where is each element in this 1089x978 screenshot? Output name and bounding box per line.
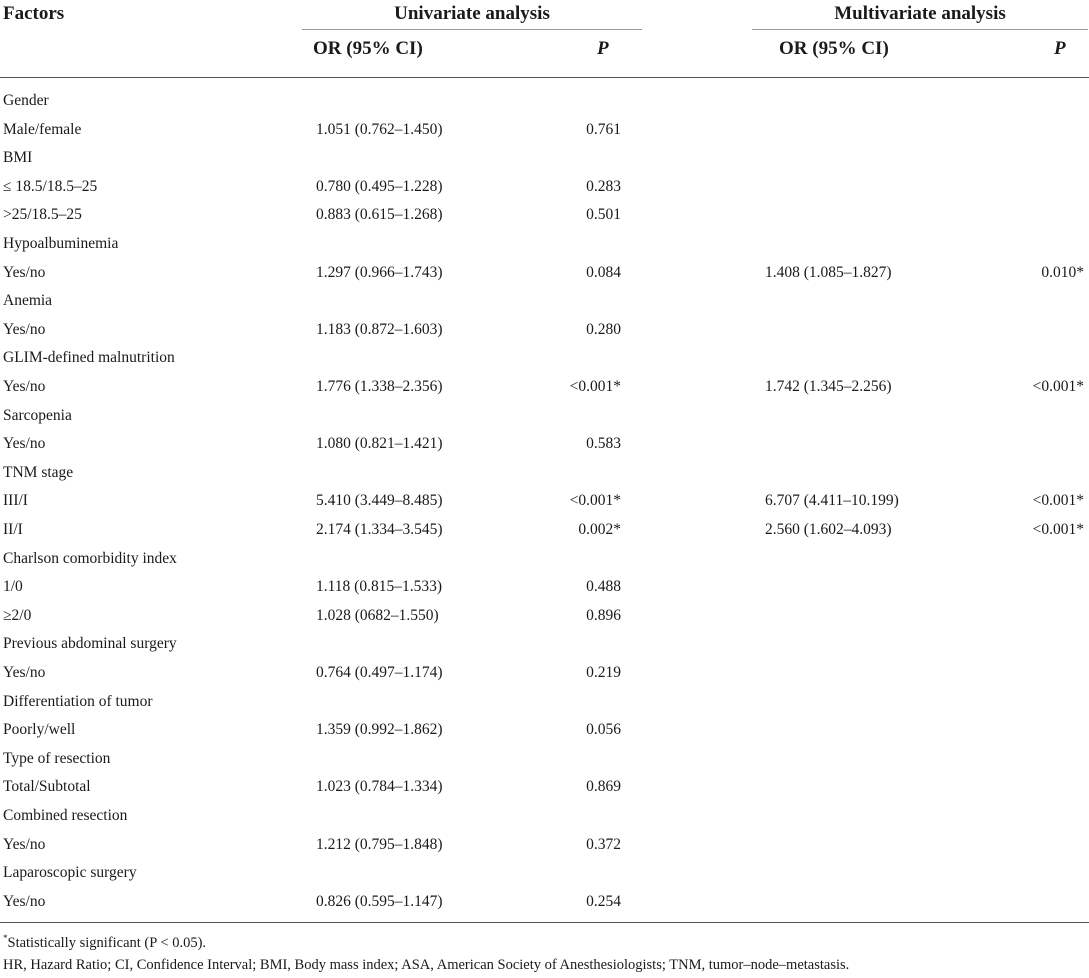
row-label: Type of resection	[3, 749, 111, 767]
row-label: >25/18.5–25	[3, 206, 82, 224]
footnote-significance-text: Statistically significant (P < 0.05).	[7, 935, 207, 951]
univariate-p-cell: 0.280	[586, 320, 621, 338]
table-row	[0, 664, 1089, 692]
univariate-p-cell: 0.056	[586, 721, 621, 739]
univariate-or-cell: 1.776 (1.338–2.356)	[316, 378, 443, 395]
univariate-p-cell: 0.002*	[578, 521, 621, 538]
univariate-or-cell: 1.212 (0.795–1.848)	[316, 835, 443, 853]
multivariate-underline	[752, 29, 1088, 30]
univariate-p-cell: 0.372	[586, 835, 621, 853]
univariate-or-cell: 0.826 (0.595–1.147)	[316, 892, 443, 910]
table-row	[0, 378, 1089, 406]
row-label: 1/0	[3, 578, 23, 596]
univariate-or-cell: 1.359 (0.992–1.862)	[316, 721, 443, 739]
table-row	[0, 178, 1089, 206]
row-label: Total/Subtotal	[3, 778, 91, 796]
multivariate-or-cell: 2.560 (1.602–4.093)	[765, 521, 892, 538]
univariate-underline	[302, 29, 642, 30]
row-label: ≤ 18.5/18.5–25	[3, 177, 98, 195]
univariate-or-cell: 1.118 (0.815–1.533)	[316, 578, 442, 596]
header-factors: Factors	[3, 3, 65, 24]
footnote-abbreviations: HR, Hazard Ratio; CI, Confidence Interval; BMI, Body mass index; ASA, American Society of Anesthesiologists; TNM, tumor–node–metastasis.	[3, 957, 850, 973]
row-label: BMI	[3, 149, 33, 167]
row-label: Yes/no	[3, 435, 46, 453]
table-row	[0, 607, 1089, 635]
multivariate-p-cell: <0.001*	[1032, 378, 1084, 395]
row-label: GLIM-defined malnutrition	[3, 349, 175, 367]
row-label: Male/female	[3, 120, 82, 138]
table-row	[0, 464, 1089, 492]
row-label: Poorly/well	[3, 721, 76, 739]
row-label: Hypoalbuminemia	[3, 235, 119, 252]
row-label: Anemia	[3, 292, 53, 310]
row-label: Combined resection	[3, 807, 128, 824]
footnote-asterisk: *	[3, 933, 8, 943]
univariate-p-cell: 0.283	[586, 177, 621, 195]
table-row	[0, 521, 1089, 549]
row-label: Differentiation of tumor	[3, 692, 153, 710]
table-row	[0, 235, 1089, 263]
table-row	[0, 121, 1089, 149]
table-row	[0, 807, 1089, 835]
header-multivariate-or: OR (95% CI)	[779, 38, 889, 59]
header-univariate-p: P	[597, 38, 609, 59]
table-row	[0, 492, 1089, 520]
row-label: Yes/no	[3, 892, 46, 910]
row-label: Yes/no	[3, 320, 46, 338]
univariate-or-cell: 1.028 (0682–1.550)	[316, 606, 439, 624]
row-label: Sarcopenia	[3, 406, 72, 424]
row-label: ≥2/0	[3, 606, 32, 624]
univariate-p-cell: 0.869	[586, 778, 621, 796]
table-row	[0, 321, 1089, 349]
multivariate-or-cell: 6.707 (4.411–10.199)	[765, 492, 899, 510]
univariate-or-cell: 1.297 (0.966–1.743)	[316, 263, 443, 281]
table-row	[0, 893, 1089, 921]
univariate-or-cell: 1.051 (0.762–1.450)	[316, 120, 443, 138]
univariate-p-cell: 0.084	[586, 263, 621, 281]
table-row	[0, 206, 1089, 234]
multivariate-p-cell: 0.010*	[1041, 263, 1084, 281]
univariate-or-cell: 2.174 (1.334–3.545)	[316, 521, 443, 538]
univariate-or-cell: 0.883 (0.615–1.268)	[316, 206, 443, 224]
table-bottom-rule	[0, 922, 1089, 923]
table-row	[0, 550, 1089, 578]
header-univariate: Univariate analysis	[394, 3, 550, 24]
table-row	[0, 750, 1089, 778]
footnote-significance	[3, 935, 206, 952]
row-label: Charlson comorbidity index	[3, 549, 177, 567]
header-multivariate-p: P	[1054, 38, 1066, 59]
table-row	[0, 349, 1089, 377]
row-label: Yes/no	[3, 378, 46, 395]
multivariate-p-cell: <0.001*	[1032, 492, 1084, 510]
univariate-or-cell: 1.080 (0.821–1.421)	[316, 435, 443, 453]
header-multivariate: Multivariate analysis	[834, 3, 1006, 24]
table-row	[0, 864, 1089, 892]
univariate-or-cell: 0.780 (0.495–1.228)	[316, 177, 443, 195]
header-bottom-rule	[0, 77, 1089, 78]
row-label: Yes/no	[3, 835, 46, 853]
header-univariate-or: OR (95% CI)	[313, 38, 423, 59]
univariate-p-cell: 0.896	[586, 606, 621, 624]
univariate-or-cell: 1.183 (0.872–1.603)	[316, 320, 443, 338]
univariate-p-cell: 0.254	[586, 892, 621, 910]
table-row	[0, 92, 1089, 120]
univariate-p-cell: 0.488	[586, 578, 621, 596]
univariate-p-cell: 0.583	[586, 435, 621, 453]
multivariate-or-cell: 1.742 (1.345–2.256)	[765, 378, 892, 395]
row-label: Gender	[3, 92, 49, 109]
table-row	[0, 578, 1089, 606]
row-label: III/I	[3, 492, 28, 510]
table-row	[0, 635, 1089, 663]
univariate-or-cell: 5.410 (3.449–8.485)	[316, 492, 443, 510]
table-row	[0, 149, 1089, 177]
univariate-p-cell: 0.501	[586, 206, 621, 224]
table-row	[0, 836, 1089, 864]
univariate-p-cell: 0.219	[586, 664, 621, 681]
table-row	[0, 435, 1089, 463]
table-row	[0, 407, 1089, 435]
univariate-or-cell: 0.764 (0.497–1.174)	[316, 664, 443, 681]
univariate-p-cell: <0.001*	[569, 378, 621, 395]
table-row	[0, 292, 1089, 320]
univariate-or-cell: 1.023 (0.784–1.334)	[316, 778, 443, 796]
table-row	[0, 693, 1089, 721]
table-row	[0, 721, 1089, 749]
univariate-p-cell: 0.761	[586, 120, 621, 138]
table-row	[0, 264, 1089, 292]
row-label: TNM stage	[3, 463, 74, 481]
row-label: Yes/no	[3, 263, 46, 281]
row-label: II/I	[3, 521, 23, 538]
multivariate-or-cell: 1.408 (1.085–1.827)	[765, 263, 892, 281]
row-label: Laparoscopic surgery	[3, 864, 137, 882]
multivariate-p-cell: <0.001*	[1032, 521, 1084, 538]
univariate-p-cell: <0.001*	[569, 492, 621, 510]
row-label: Yes/no	[3, 664, 46, 681]
table-row	[0, 778, 1089, 806]
row-label: Previous abdominal surgery	[3, 635, 177, 653]
